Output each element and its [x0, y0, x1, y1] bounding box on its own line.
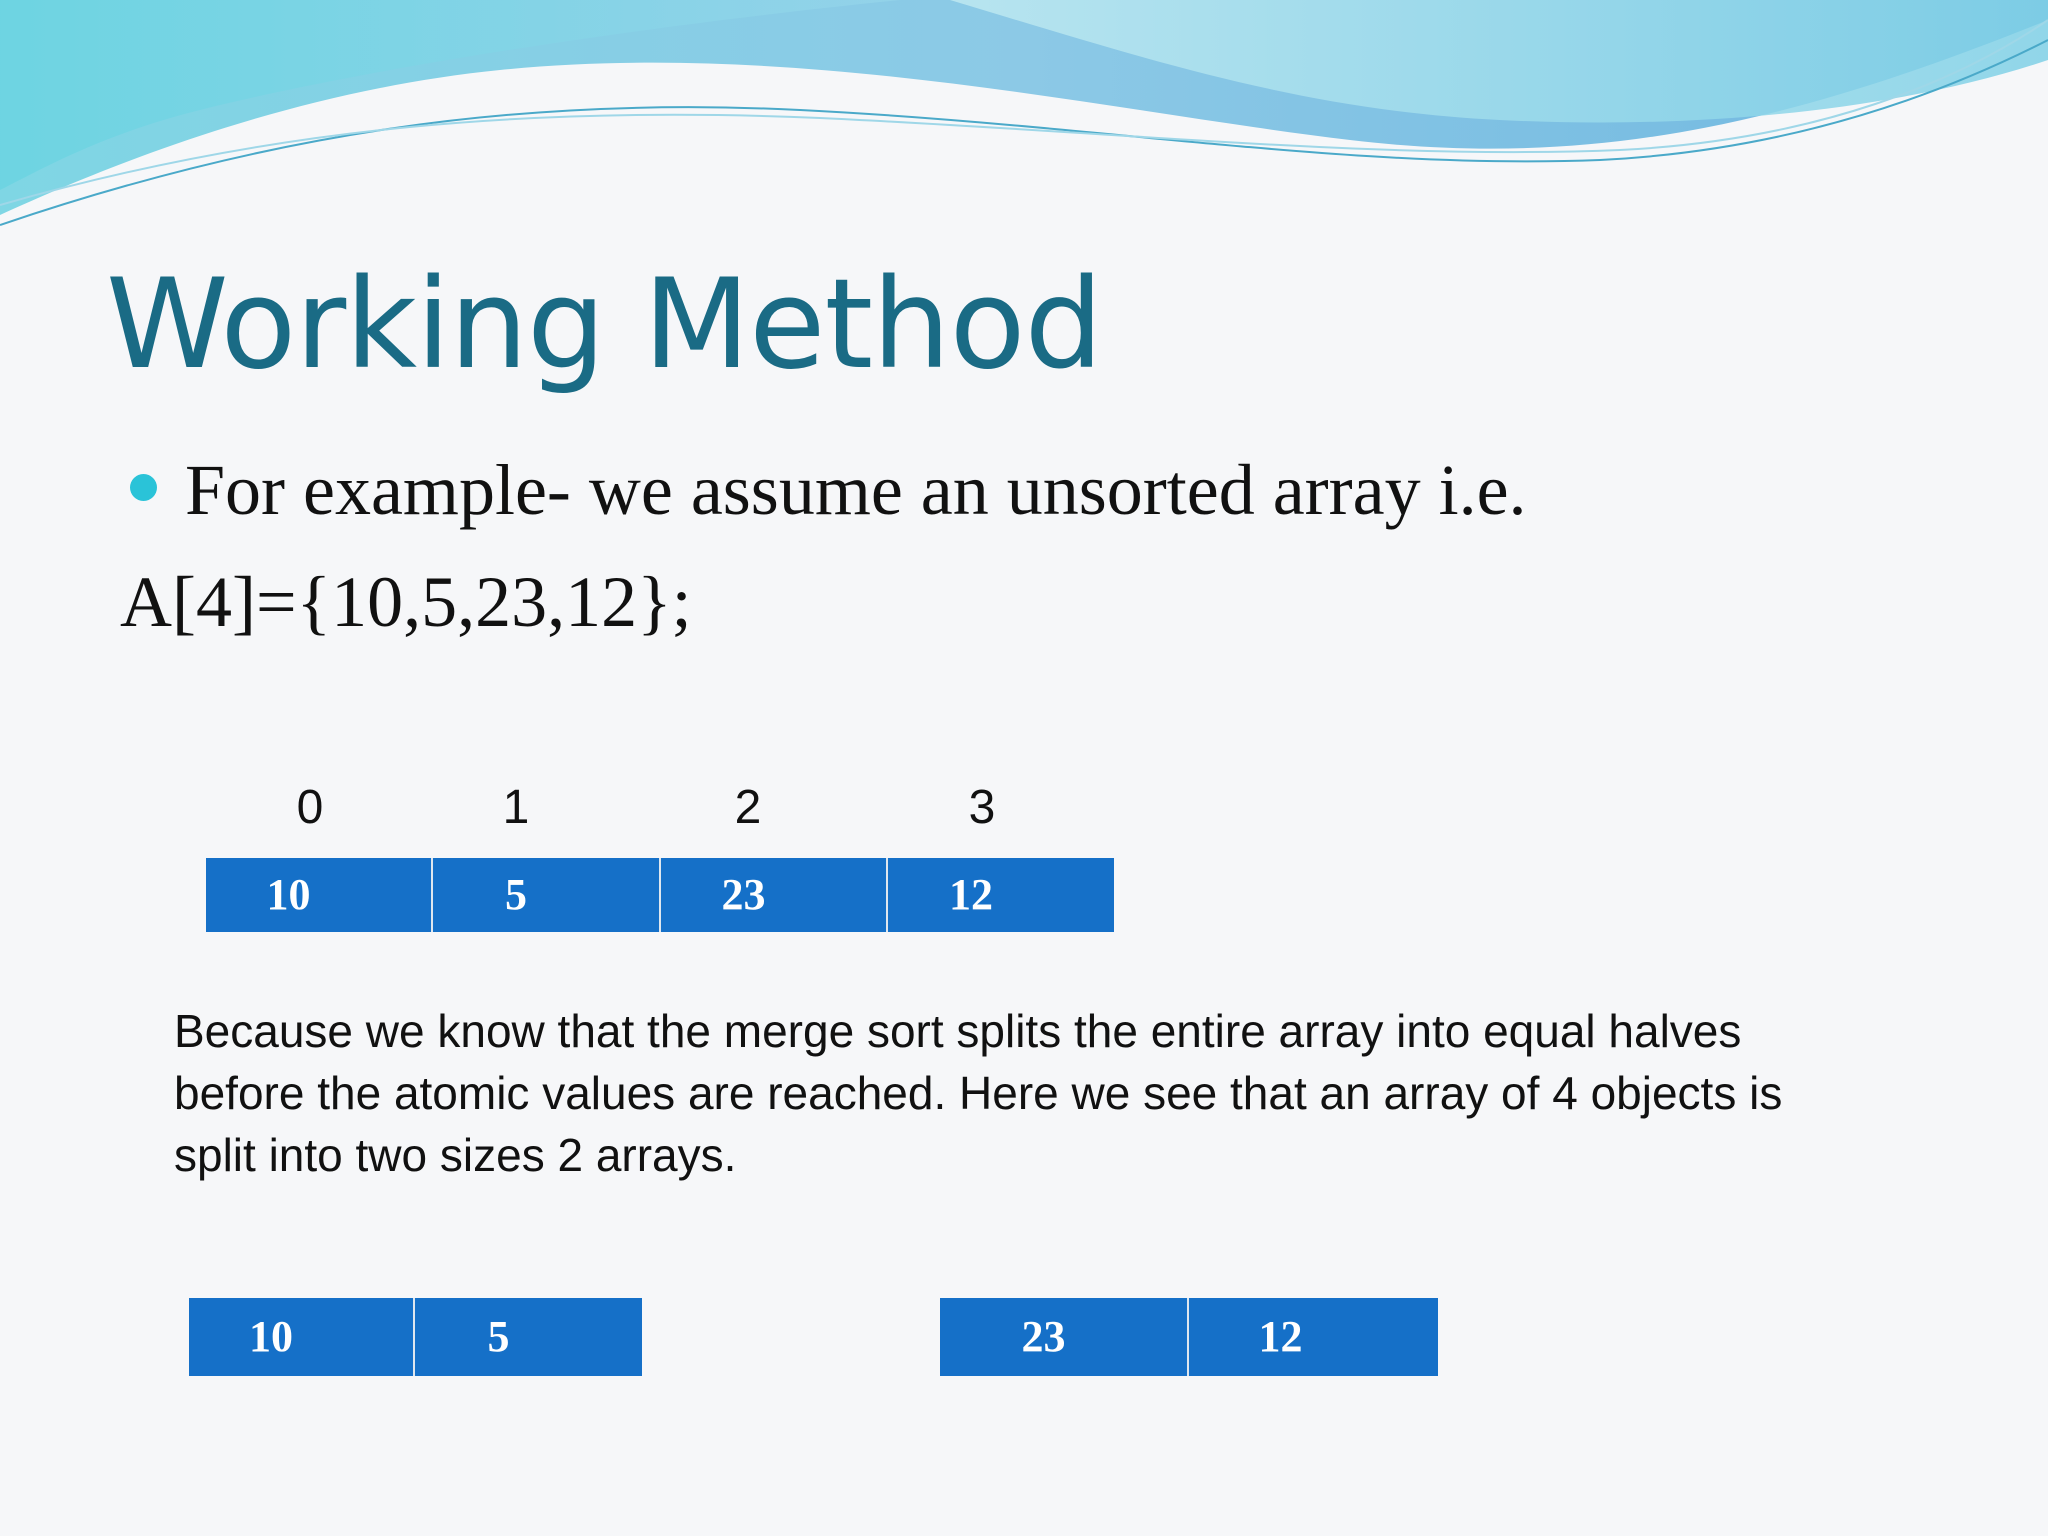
bullet-dot-icon — [130, 474, 157, 501]
cell-value: 12 — [949, 870, 993, 919]
header-wave-decoration — [0, 0, 2048, 240]
right-cell-0 — [940, 1298, 1189, 1376]
slide-title: Working Method — [106, 253, 1103, 397]
full-array — [206, 858, 1114, 932]
array-declaration: A[4]={10,5,23,12}; — [120, 562, 692, 642]
index-label-2: 2 — [734, 781, 762, 834]
explanation-text: Because we know that the merge sort splits the entire array into equal halves before the atomic values are reached. Here we see that an array of 4 objects is split into two sizes 2 arrays. — [174, 1005, 1783, 1181]
cell-value: 10 — [249, 1312, 293, 1361]
left-cell-0 — [189, 1298, 415, 1376]
cell-value: 5 — [487, 1312, 510, 1361]
cell-value: 10 — [266, 870, 311, 919]
right-cell-1 — [1189, 1298, 1438, 1376]
index-label-3: 3 — [968, 781, 996, 834]
array-cell-3 — [888, 858, 1114, 932]
array-cell-0 — [206, 858, 433, 932]
cell-value: 12 — [1258, 1312, 1303, 1361]
cell-value: 23 — [721, 870, 766, 919]
cell-value: 5 — [505, 870, 527, 919]
index-label-1: 1 — [502, 781, 530, 834]
array-cell-1 — [433, 858, 661, 932]
left-cell-1 — [415, 1298, 642, 1376]
bullet-text: For example- we assume an unsorted array i.e. — [185, 450, 1527, 530]
array-cell-2 — [661, 858, 888, 932]
index-label-0: 0 — [296, 781, 324, 834]
right-half-array — [940, 1298, 1438, 1376]
cell-value: 23 — [1021, 1312, 1066, 1361]
left-half-array — [189, 1298, 642, 1376]
